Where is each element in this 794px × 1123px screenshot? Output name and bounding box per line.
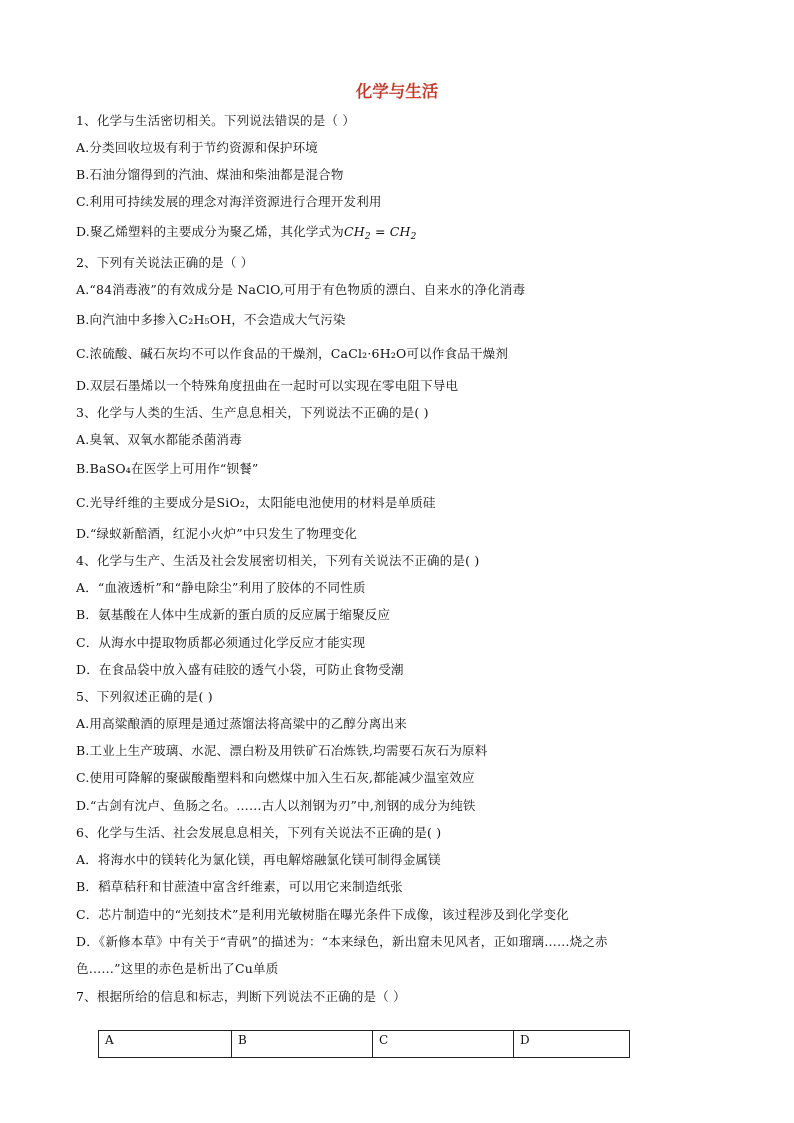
q3-option-b-pre: B. bbox=[76, 461, 90, 476]
q1-option-d-text: D.聚乙烯塑料的主要成分为聚乙烯，其化学式为 bbox=[76, 224, 344, 239]
q2-option-c-formula: CaCl₂·6H₂O bbox=[330, 346, 407, 361]
q4-option-a: A．“血液透析”和“静电除尘”利用了胶体的不同性质 bbox=[76, 580, 366, 595]
q4-option-c: C．从海水中提取物质都必须通过化学反应才能实现 bbox=[76, 635, 366, 650]
q3-option-b-formula: BaSO₄ bbox=[89, 461, 132, 476]
q1-formula-eq: = bbox=[370, 224, 390, 239]
q4-option-b: B．氨基酸在人体中生成新的蛋白质的反应属于缩聚反应 bbox=[76, 607, 391, 622]
q3-option-c bbox=[76, 495, 436, 511]
q2-stem: 2、下列有关说法正确的是（ ） bbox=[76, 255, 254, 270]
q6-option-b: B．稻草秸秆和甘蔗渣中富含纤维素，可以用它来制造纸张 bbox=[76, 879, 403, 894]
q7-header-c: C bbox=[373, 1031, 514, 1058]
q3-stem: 3、化学与人类的生活、生产息息相关，下列说法不正确的是( ) bbox=[76, 405, 429, 420]
q4-stem: 4、化学与生产、生活及社会发展密切相关，下列有关说法不正确的是( ) bbox=[76, 553, 480, 568]
q1-formula-part1: CH bbox=[343, 224, 365, 239]
q3-option-b-post: 在医学上可用作“钡餐” bbox=[131, 461, 259, 476]
q3-option-c-post: ，太阳能电池使用的材料是单质硅 bbox=[245, 495, 436, 510]
q3-option-b bbox=[76, 461, 259, 477]
q6-stem: 6、化学与生活、社会发展息息相关，下列有关说法不正确的是( ) bbox=[76, 825, 442, 840]
q2-option-c-pre: C.浓硫酸、碱石灰均不可以作食品的干燥剂， bbox=[76, 346, 331, 361]
q6-option-a: A．将海水中的镁转化为氯化镁，再电解熔融氯化镁可制得金属镁 bbox=[76, 852, 441, 867]
page-title: 化学与生活 bbox=[355, 82, 439, 101]
q2-option-b bbox=[76, 312, 346, 328]
table-row bbox=[99, 1031, 630, 1058]
q1-option-b: B.石油分馏得到的汽油、煤油和柴油都是混合物 bbox=[76, 167, 344, 182]
q2-option-c bbox=[76, 346, 508, 362]
q6-option-d-line2: 色……”这里的赤色是析出了Cu单质 bbox=[76, 961, 279, 976]
q5-option-c: C.使用可降解的聚碳酸酯塑料和向燃煤中加入生石灰,都能减少温室效应 bbox=[76, 770, 475, 785]
q1-formula-part2: CH bbox=[389, 224, 411, 239]
q5-option-b: B.工业上生产玻璃、水泥、漂白粉及用铁矿石冶炼铁,均需要石灰石为原料 bbox=[76, 743, 488, 758]
q3-option-c-formula: SiO₂ bbox=[216, 495, 246, 510]
q1-formula-sub1: 2 bbox=[364, 232, 371, 242]
q1-option-c: C.利用可持续发展的理念对海洋资源进行合理开发利用 bbox=[76, 194, 382, 209]
q7-header-d: D bbox=[514, 1031, 630, 1058]
q3-option-c-pre: C.光导纤维的主要成分是 bbox=[76, 495, 217, 510]
q1-option-d bbox=[76, 224, 417, 245]
q1-formula-sub2: 2 bbox=[410, 232, 417, 242]
q2-option-d: D.双层石墨烯以一个特殊角度扭曲在一起时可以实现在零电阻下导电 bbox=[76, 378, 459, 393]
q2-option-b-formula: C₂H₅OH bbox=[178, 312, 232, 327]
q2-option-c-post: 可以作食品干燥剂 bbox=[406, 346, 509, 361]
q3-option-d: D.“绿蚁新醅酒，红泥小火炉”中只发生了物理变化 bbox=[76, 526, 358, 541]
q2-option-b-pre: B.向汽油中多掺入 bbox=[76, 312, 179, 327]
q6-option-d-line1: D．《新修本草》中有关于“青矾”的描述为：“本来绿色，新出窟未见风者，正如瑠璃……烧之赤 bbox=[76, 934, 608, 949]
q3-option-a: A.臭氧、双氧水都能杀菌消毒 bbox=[76, 432, 242, 447]
q5-option-d: D.“古剑有沈卢、鱼肠之名。……古人以剂钢为刃”中,剂钢的成分为纯铁 bbox=[76, 798, 476, 813]
q4-option-d: D．在食品袋中放入盛有硅胶的透气小袋，可防止食物受潮 bbox=[76, 662, 404, 677]
q2-option-a: A.“84消毒液”的有效成分是 NaClO,可用于有色物质的漂白、自来水的净化消毒 bbox=[76, 282, 526, 297]
q7-stem: 7、根据所给的信息和标志，判断下列说法不正确的是（ ） bbox=[76, 989, 406, 1004]
q2-option-b-post: ，不会造成大气污染 bbox=[231, 312, 346, 327]
q1-option-a: A.分类回收垃圾有利于节约资源和保护环境 bbox=[76, 140, 319, 155]
q6-option-c: C．芯片制造中的“光刻技术”是利用光敏树脂在曝光条件下成像，该过程涉及到化学变化 bbox=[76, 907, 569, 922]
q7-header-b: B bbox=[232, 1031, 373, 1058]
q7-answer-table bbox=[98, 1030, 630, 1058]
q5-stem: 5、下列叙述正确的是( ) bbox=[76, 689, 213, 704]
q1-stem: 1、化学与生活密切相关。下列说法错误的是（ ） bbox=[76, 113, 356, 128]
q5-option-a: A.用高粱酿酒的原理是通过蒸馏法将高粱中的乙醇分离出来 bbox=[76, 716, 407, 731]
q7-header-a: A bbox=[99, 1031, 232, 1058]
